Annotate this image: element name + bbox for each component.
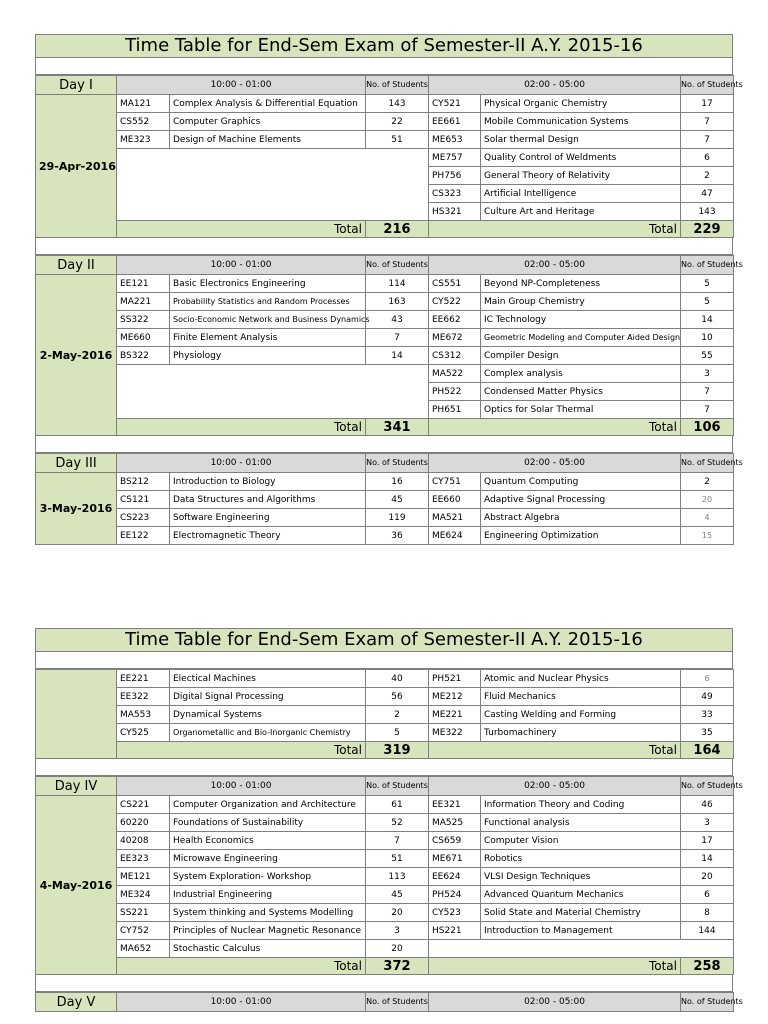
course-name: Main Group Chemistry <box>481 293 681 311</box>
course-code: BS322 <box>117 347 170 365</box>
course-name: Solar thermal Design <box>481 131 681 149</box>
student-count: 143 <box>681 203 734 221</box>
students-header: No. of Students <box>681 454 734 473</box>
course-code: ME322 <box>429 724 481 742</box>
course-code: 40208 <box>117 832 170 850</box>
course-code: ME323 <box>117 131 170 149</box>
course-code: HS321 <box>429 203 481 221</box>
course-name: Software Engineering <box>170 509 366 527</box>
course-code: ME324 <box>117 886 170 904</box>
course-code: CY752 <box>117 922 170 940</box>
course-code: PH522 <box>429 383 481 401</box>
total-label: Total <box>117 221 366 238</box>
empty-cell <box>117 401 429 419</box>
student-count: 3 <box>681 365 734 383</box>
course-code: EE322 <box>117 688 170 706</box>
table-row <box>36 922 734 940</box>
table-row <box>36 185 734 203</box>
student-count: 51 <box>366 131 429 149</box>
course-name: Digital Signal Processing <box>170 688 366 706</box>
student-count: 113 <box>366 868 429 886</box>
timetable-sheet-2 <box>35 628 743 1012</box>
student-count: 36 <box>366 527 429 545</box>
exam-date <box>36 670 117 759</box>
total-row <box>36 419 734 436</box>
course-name: Abstract Algebra <box>481 509 681 527</box>
student-count: 20 <box>681 491 734 509</box>
table-row <box>36 724 734 742</box>
course-code: HS221 <box>429 922 481 940</box>
exam-date: 2-May-2016 <box>36 275 117 436</box>
table-row <box>36 383 734 401</box>
student-count: 5 <box>681 275 734 293</box>
course-name: Stochastic Calculus <box>170 940 366 958</box>
student-count: 14 <box>681 850 734 868</box>
student-count: 3 <box>681 814 734 832</box>
table-row <box>36 113 734 131</box>
table-row <box>36 275 734 293</box>
course-code: CY523 <box>429 904 481 922</box>
table-row <box>36 868 734 886</box>
day-label: Day II <box>36 256 117 275</box>
exam-date: 29-Apr-2016 <box>36 95 117 238</box>
students-header: No. of Students <box>366 76 429 95</box>
empty-cell <box>117 203 429 221</box>
course-name: Foundations of Sustainability <box>170 814 366 832</box>
course-name: Introduction to Management <box>481 922 681 940</box>
empty-cell <box>117 185 429 203</box>
course-name: Beyond NP-Completeness <box>481 275 681 293</box>
student-count: 7 <box>681 131 734 149</box>
spacer <box>35 436 733 453</box>
course-code: CY522 <box>429 293 481 311</box>
student-count: 46 <box>681 796 734 814</box>
total-row <box>36 221 734 238</box>
course-code: EE122 <box>117 527 170 545</box>
course-code: PH524 <box>429 886 481 904</box>
morning-slot-header: 10:00 - 01:00 <box>117 993 366 1012</box>
empty-cell <box>117 365 429 383</box>
total-label: Total <box>117 958 366 975</box>
course-name: Dynamical Systems <box>170 706 366 724</box>
student-count: 33 <box>681 706 734 724</box>
total-label: Total <box>429 742 681 759</box>
table-row <box>36 940 734 958</box>
course-name: Adaptive Signal Processing <box>481 491 681 509</box>
course-name: Casting Welding and Forming <box>481 706 681 724</box>
course-name: Basic Electronics Engineering <box>170 275 366 293</box>
header-row <box>36 777 734 796</box>
student-count: 14 <box>366 347 429 365</box>
total-row <box>36 958 734 975</box>
course-code: PH756 <box>429 167 481 185</box>
students-header: No. of Students <box>366 777 429 796</box>
course-name: System Exploration- Workshop <box>170 868 366 886</box>
total-label: Total <box>429 419 681 436</box>
course-name: Physiology <box>170 347 366 365</box>
student-count: 56 <box>366 688 429 706</box>
course-code: CS223 <box>117 509 170 527</box>
table-row <box>36 850 734 868</box>
student-count: 7 <box>681 383 734 401</box>
course-name: General Theory of Relativity <box>481 167 681 185</box>
course-name: Design of Machine Elements <box>170 131 366 149</box>
course-name: Advanced Quantum Mechanics <box>481 886 681 904</box>
student-count: 5 <box>366 724 429 742</box>
course-name: Information Theory and Coding <box>481 796 681 814</box>
course-code: PH651 <box>429 401 481 419</box>
student-count: 3 <box>366 922 429 940</box>
students-header: No. of Students <box>366 993 429 1012</box>
table-row <box>36 832 734 850</box>
table-row <box>36 311 734 329</box>
course-code: CY521 <box>429 95 481 113</box>
students-header: No. of Students <box>681 76 734 95</box>
header-row <box>36 454 734 473</box>
course-name: Finite Element Analysis <box>170 329 366 347</box>
course-code: ME671 <box>429 850 481 868</box>
student-count: 17 <box>681 95 734 113</box>
table-row <box>36 365 734 383</box>
table-row <box>36 886 734 904</box>
course-name: VLSI Design Techniques <box>481 868 681 886</box>
timetable-sheet-1 <box>35 34 743 545</box>
morning-total: 372 <box>366 958 429 975</box>
day-3-table <box>35 453 743 545</box>
empty-cell <box>117 149 429 167</box>
course-code: EE221 <box>117 670 170 688</box>
student-count: 6 <box>681 149 734 167</box>
table-row <box>36 904 734 922</box>
afternoon-total: 106 <box>681 419 734 436</box>
course-code: SS322 <box>117 311 170 329</box>
student-count: 45 <box>366 886 429 904</box>
student-count: 22 <box>366 113 429 131</box>
empty-cell <box>117 167 429 185</box>
course-name: Atomic and Nuclear Physics <box>481 670 681 688</box>
course-name: Electromagnetic Theory <box>170 527 366 545</box>
course-code: EE121 <box>117 275 170 293</box>
course-code: ME672 <box>429 329 481 347</box>
afternoon-slot-header: 02:00 - 05:00 <box>429 777 681 796</box>
course-code: ME212 <box>429 688 481 706</box>
student-count: 2 <box>681 473 734 491</box>
course-code: 60220 <box>117 814 170 832</box>
course-code: ME624 <box>429 527 481 545</box>
table-row <box>36 527 734 545</box>
table-row <box>36 473 734 491</box>
course-code: SS221 <box>117 904 170 922</box>
student-count: 45 <box>366 491 429 509</box>
course-name: Computer Vision <box>481 832 681 850</box>
course-code: CS551 <box>429 275 481 293</box>
course-name: Microwave Engineering <box>170 850 366 868</box>
student-count: 2 <box>681 167 734 185</box>
student-count: 7 <box>681 113 734 131</box>
course-name: Culture Art and Heritage <box>481 203 681 221</box>
total-label: Total <box>429 221 681 238</box>
student-count: 17 <box>681 832 734 850</box>
exam-date: 3-May-2016 <box>36 473 117 545</box>
course-code: CS121 <box>117 491 170 509</box>
students-header: No. of Students <box>366 454 429 473</box>
course-name: Functional analysis <box>481 814 681 832</box>
morning-slot-header: 10:00 - 01:00 <box>117 256 366 275</box>
course-name: Optics for Solar Thermal <box>481 401 681 419</box>
course-name: System thinking and Systems Modelling <box>170 904 366 922</box>
course-code: ME660 <box>117 329 170 347</box>
course-code: MA121 <box>117 95 170 113</box>
course-code: EE321 <box>429 796 481 814</box>
day-2-table <box>35 255 743 436</box>
course-code: PH521 <box>429 670 481 688</box>
course-name: Quality Control of Weldments <box>481 149 681 167</box>
course-name: Probability Statistics and Random Processes <box>170 293 366 311</box>
course-name: Artificial Intelligence <box>481 185 681 203</box>
course-name: Engineering Optimization <box>481 527 681 545</box>
course-code: MA521 <box>429 509 481 527</box>
day-label: Day V <box>36 993 117 1012</box>
course-code: MA525 <box>429 814 481 832</box>
student-count: 6 <box>681 670 734 688</box>
course-name: Electical Machines <box>170 670 366 688</box>
day-3-continued-table <box>35 669 734 759</box>
course-code: CS221 <box>117 796 170 814</box>
afternoon-slot-header: 02:00 - 05:00 <box>429 993 681 1012</box>
table-row <box>36 167 734 185</box>
morning-slot-header: 10:00 - 01:00 <box>117 454 366 473</box>
course-name: Fluid Mechanics <box>481 688 681 706</box>
student-count: 119 <box>366 509 429 527</box>
student-count: 15 <box>681 527 734 545</box>
student-count: 20 <box>681 868 734 886</box>
course-name: Robotics <box>481 850 681 868</box>
morning-slot-header: 10:00 - 01:00 <box>117 76 366 95</box>
course-code: ME653 <box>429 131 481 149</box>
spacer <box>35 759 733 776</box>
table-row <box>36 329 734 347</box>
course-code: EE660 <box>429 491 481 509</box>
day-5-table <box>35 992 743 1012</box>
student-count: 20 <box>366 940 429 958</box>
student-count: 10 <box>681 329 734 347</box>
empty-cell <box>429 940 734 958</box>
header-row <box>36 256 734 275</box>
course-name: Quantum Computing <box>481 473 681 491</box>
afternoon-slot-header: 02:00 - 05:00 <box>429 76 681 95</box>
day-1-table <box>35 75 743 238</box>
course-name: Data Structures and Algorithms <box>170 491 366 509</box>
table-row <box>36 149 734 167</box>
header-row <box>36 993 734 1012</box>
spacer <box>35 652 733 669</box>
course-code: ME121 <box>117 868 170 886</box>
course-code: ME757 <box>429 149 481 167</box>
course-code: CS659 <box>429 832 481 850</box>
table-row <box>36 95 734 113</box>
afternoon-total: 258 <box>681 958 734 975</box>
course-code: CY525 <box>117 724 170 742</box>
course-name: Computer Organization and Architecture <box>170 796 366 814</box>
course-name: Turbomachinery <box>481 724 681 742</box>
sheet-title: Time Table for End-Sem Exam of Semester-II A.Y. 2015-16 <box>35 34 733 58</box>
student-count: 14 <box>681 311 734 329</box>
table-row <box>36 491 734 509</box>
course-code: EE661 <box>429 113 481 131</box>
course-name: Mobile Communication Systems <box>481 113 681 131</box>
course-name: Principles of Nuclear Magnetic Resonance <box>170 922 366 940</box>
afternoon-slot-header: 02:00 - 05:00 <box>429 454 681 473</box>
total-row <box>36 742 734 759</box>
course-code: MA553 <box>117 706 170 724</box>
header-row <box>36 76 734 95</box>
students-header: No. of Students <box>681 256 734 275</box>
student-count: 144 <box>681 922 734 940</box>
table-row <box>36 131 734 149</box>
afternoon-slot-header: 02:00 - 05:00 <box>429 256 681 275</box>
student-count: 20 <box>366 904 429 922</box>
table-row <box>36 509 734 527</box>
total-label: Total <box>429 958 681 975</box>
spacer <box>35 238 733 255</box>
table-row <box>36 706 734 724</box>
total-label: Total <box>117 742 366 759</box>
student-count: 114 <box>366 275 429 293</box>
spacer <box>35 975 733 992</box>
student-count: 61 <box>366 796 429 814</box>
day-4-table <box>35 776 743 975</box>
day-label: Day I <box>36 76 117 95</box>
course-code: EE662 <box>429 311 481 329</box>
course-code: MA652 <box>117 940 170 958</box>
student-count: 35 <box>681 724 734 742</box>
morning-total: 319 <box>366 742 429 759</box>
student-count: 43 <box>366 311 429 329</box>
course-name: Physical Organic Chemistry <box>481 95 681 113</box>
students-header: No. of Students <box>681 777 734 796</box>
table-row <box>36 347 734 365</box>
table-row <box>36 814 734 832</box>
exam-date: 4-May-2016 <box>36 796 117 975</box>
student-count: 52 <box>366 814 429 832</box>
table-row <box>36 670 734 688</box>
course-code: EE624 <box>429 868 481 886</box>
student-count: 7 <box>366 832 429 850</box>
student-count: 49 <box>681 688 734 706</box>
afternoon-total: 229 <box>681 221 734 238</box>
course-code: MA221 <box>117 293 170 311</box>
morning-total: 341 <box>366 419 429 436</box>
student-count: 4 <box>681 509 734 527</box>
course-name: Complex analysis <box>481 365 681 383</box>
course-name: Condensed Matter Physics <box>481 383 681 401</box>
student-count: 16 <box>366 473 429 491</box>
empty-cell <box>117 383 429 401</box>
sheet-title: Time Table for End-Sem Exam of Semester-II A.Y. 2015-16 <box>35 628 733 652</box>
course-name: Geometric Modeling and Computer Aided Design <box>481 329 681 347</box>
student-count: 7 <box>366 329 429 347</box>
student-count: 6 <box>681 886 734 904</box>
table-row <box>36 293 734 311</box>
day-label: Day III <box>36 454 117 473</box>
student-count: 51 <box>366 850 429 868</box>
student-count: 47 <box>681 185 734 203</box>
student-count: 163 <box>366 293 429 311</box>
course-name: IC Technology <box>481 311 681 329</box>
table-row <box>36 401 734 419</box>
course-code: CS552 <box>117 113 170 131</box>
course-code: CS323 <box>429 185 481 203</box>
course-code: CY751 <box>429 473 481 491</box>
student-count: 5 <box>681 293 734 311</box>
course-code: EE323 <box>117 850 170 868</box>
course-code: BS212 <box>117 473 170 491</box>
course-name: Complex Analysis & Differential Equation <box>170 95 366 113</box>
course-name: Organometallic and Bio-Inorganic Chemistry <box>170 724 366 742</box>
course-name: Introduction to Biology <box>170 473 366 491</box>
student-count: 8 <box>681 904 734 922</box>
afternoon-total: 164 <box>681 742 734 759</box>
spacer <box>35 58 733 75</box>
course-name: Health Economics <box>170 832 366 850</box>
day-label: Day IV <box>36 777 117 796</box>
course-name: Computer Graphics <box>170 113 366 131</box>
course-code: CS312 <box>429 347 481 365</box>
table-row <box>36 688 734 706</box>
morning-slot-header: 10:00 - 01:00 <box>117 777 366 796</box>
course-name: Socio-Economic Network and Business Dynamics <box>170 311 366 329</box>
course-name: Industrial Engineering <box>170 886 366 904</box>
student-count: 7 <box>681 401 734 419</box>
total-label: Total <box>117 419 366 436</box>
table-row <box>36 796 734 814</box>
student-count: 143 <box>366 95 429 113</box>
students-header: No. of Students <box>366 256 429 275</box>
student-count: 2 <box>366 706 429 724</box>
course-code: ME221 <box>429 706 481 724</box>
course-code: MA522 <box>429 365 481 383</box>
morning-total: 216 <box>366 221 429 238</box>
students-header: No. of Students <box>681 993 734 1012</box>
course-name: Solid State and Material Chemistry <box>481 904 681 922</box>
student-count: 55 <box>681 347 734 365</box>
student-count: 40 <box>366 670 429 688</box>
course-name: Compiler Design <box>481 347 681 365</box>
table-row <box>36 203 734 221</box>
